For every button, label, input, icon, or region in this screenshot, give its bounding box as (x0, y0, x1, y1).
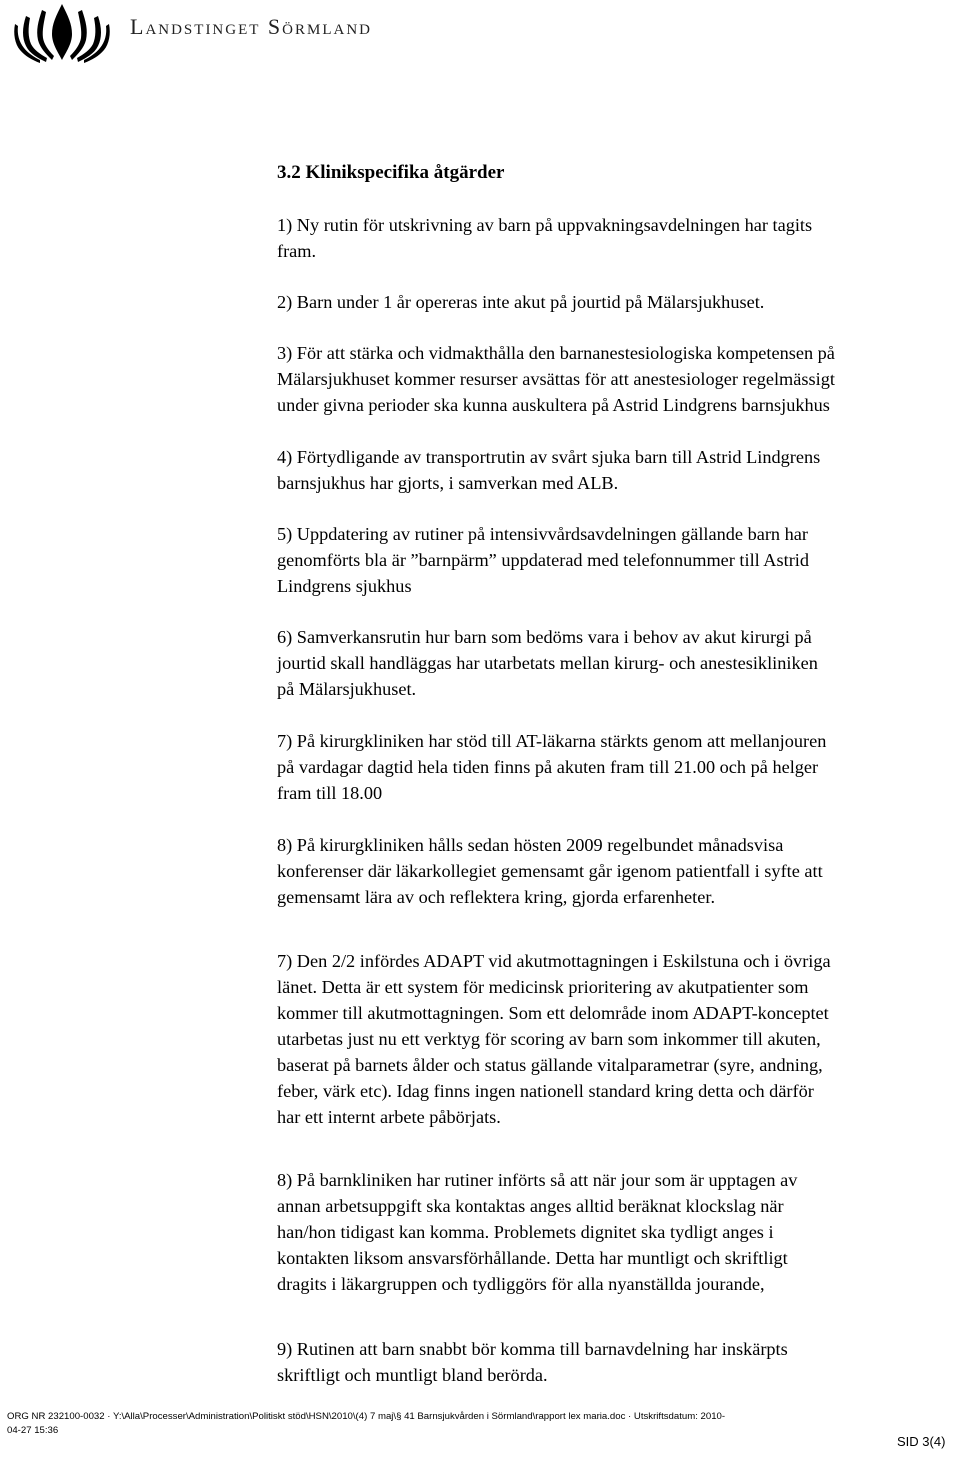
paragraph-line: annan arbetsuppgift ska kontaktas anges alltid beräknat klockslag när (277, 1196, 784, 1216)
paragraph-line: 6) Samverkansrutin hur barn som bedöms vara i behov av akut kirurgi på (277, 627, 812, 647)
paragraph (277, 948, 957, 1130)
paragraph-line: 9) Rutinen att barn snabbt bör komma till barnavdelning har inskärpts (277, 1339, 788, 1359)
paragraph-line: utarbetas just nu ett verktyg för scoring av barn som inkommer till akuten, (277, 1029, 821, 1049)
paragraph-line: genomförts bla är ”barnpärm” uppdaterad med telefonnummer till Astrid (277, 550, 810, 570)
paragraph (277, 340, 957, 418)
paragraph-line: feber, värk etc). Idag finns ingen nationell standard kring detta och därför (277, 1081, 814, 1101)
paragraph-line: länet. Detta är ett system för medicinsk prioritering av akutpatienter som (277, 977, 809, 997)
paragraph-line: konferenser där läkarkollegiet gemensamt går igenom patientfall i syfte att (277, 861, 823, 881)
paragraph-line: 8) På kirurgkliniken hålls sedan hösten 2009 regelbundet månadsvisa (277, 835, 784, 855)
paragraph (277, 728, 957, 806)
paragraph (277, 444, 957, 496)
paragraph-line: baserat på barnets ålder och status gällande vitalparametrar (syre, andning, (277, 1055, 823, 1075)
paragraph (277, 624, 957, 702)
paragraph-line: på Mälarsjukhuset. (277, 679, 417, 699)
paragraph-line: han/hon tidigast kan komma. Problemets dignitet ska tydligt anges i (277, 1222, 774, 1242)
paragraph (277, 832, 957, 910)
org-name: Landstinget Sörmland (130, 14, 372, 39)
paragraph-line: 4) Förtydligande av transportrutin av svårt sjuka barn till Astrid Lindgrens (277, 447, 821, 467)
page-number: SID 3(4) (897, 1434, 946, 1449)
paragraph-line: fram till 18.00 (277, 783, 383, 803)
paragraph-line: kontakten liksom ansvarsförhållande. Detta har muntligt och skriftligt (277, 1248, 788, 1268)
paragraph-line: under givna perioder ska kunna auskultera på Astrid Lindgrens barnsjukhus (277, 395, 830, 415)
paragraph-line: dragits i läkargruppen och tydliggörs för alla nyanställda jourande, (277, 1274, 765, 1294)
paragraph-line: barnsjukhus har gjorts, i samverkan med ALB. (277, 473, 619, 493)
footer-path (7, 1410, 727, 1438)
paragraph-list (277, 212, 957, 1388)
paragraph-line: kommer till akutmottagningen. Som ett delområde inom ADAPT-konceptet (277, 1003, 829, 1023)
paragraph-line: 7) Den 2/2 infördes ADAPT vid akutmottagningen i Eskilstuna och i övriga (277, 951, 831, 971)
paragraph-line: 2) Barn under 1 år opereras inte akut på jourtid på Mälarsjukhuset. (277, 292, 765, 312)
paragraph-line: på vardagar dagtid hela tiden finns på akuten fram till 21.00 och på helger (277, 757, 819, 777)
paragraph-line: Mälarsjukhuset kommer resurser avsättas för att anestesiologer regelmässigt (277, 369, 835, 389)
paragraph (277, 521, 957, 599)
paragraph (277, 1167, 957, 1297)
paragraph-line: 5) Uppdatering av rutiner på intensivvårdsavdelningen gällande barn har (277, 524, 808, 544)
paragraph-line: jourtid skall handläggas har utarbetats mellan kirurg- och anestesikliniken (277, 653, 818, 673)
paragraph-line: 3) För att stärka och vidmakthålla den barnanestesiologiska kompetensen på (277, 343, 835, 363)
paragraph-line: 1) Ny rutin för utskrivning av barn på uppvakningsavdelningen har tagits (277, 215, 813, 235)
document-body (277, 160, 957, 1388)
paragraph-line: Lindgrens sjukhus (277, 576, 412, 596)
paragraph-line: skriftligt och muntligt bland berörda. (277, 1365, 548, 1385)
paragraph-line: 7) På kirurgkliniken har stöd till AT-läkarna stärkts genom att mellanjouren (277, 731, 827, 751)
footer-line-1: ORG NR 232100-0032 · Y:\Alla\Processer\Administration\Politiskt stöd\HSN\2010\(4) 7 maj\§ 41 Barnsjukvården i Sörmland\rapport lex maria.doc · Utskriftsdatum: 2010- (7, 1411, 726, 1422)
paragraph (277, 1336, 957, 1388)
paragraph-line: gemensamt lära av och reflektera kring, gjorda erfarenheter. (277, 887, 716, 907)
landstinget-logo (12, 2, 112, 64)
paragraph-line: har ett internt arbete påbörjats. (277, 1107, 501, 1127)
footer-line-2: 04-27 15:36 (7, 1425, 59, 1436)
paragraph (277, 212, 957, 264)
paragraph-line: 8) På barnkliniken har rutiner införts så att när jour som är upptagen av (277, 1170, 798, 1190)
paragraph-line: fram. (277, 241, 317, 261)
section-heading: 3.2 Klinikspecifika åtgärder (277, 162, 505, 183)
paragraph (277, 289, 957, 315)
